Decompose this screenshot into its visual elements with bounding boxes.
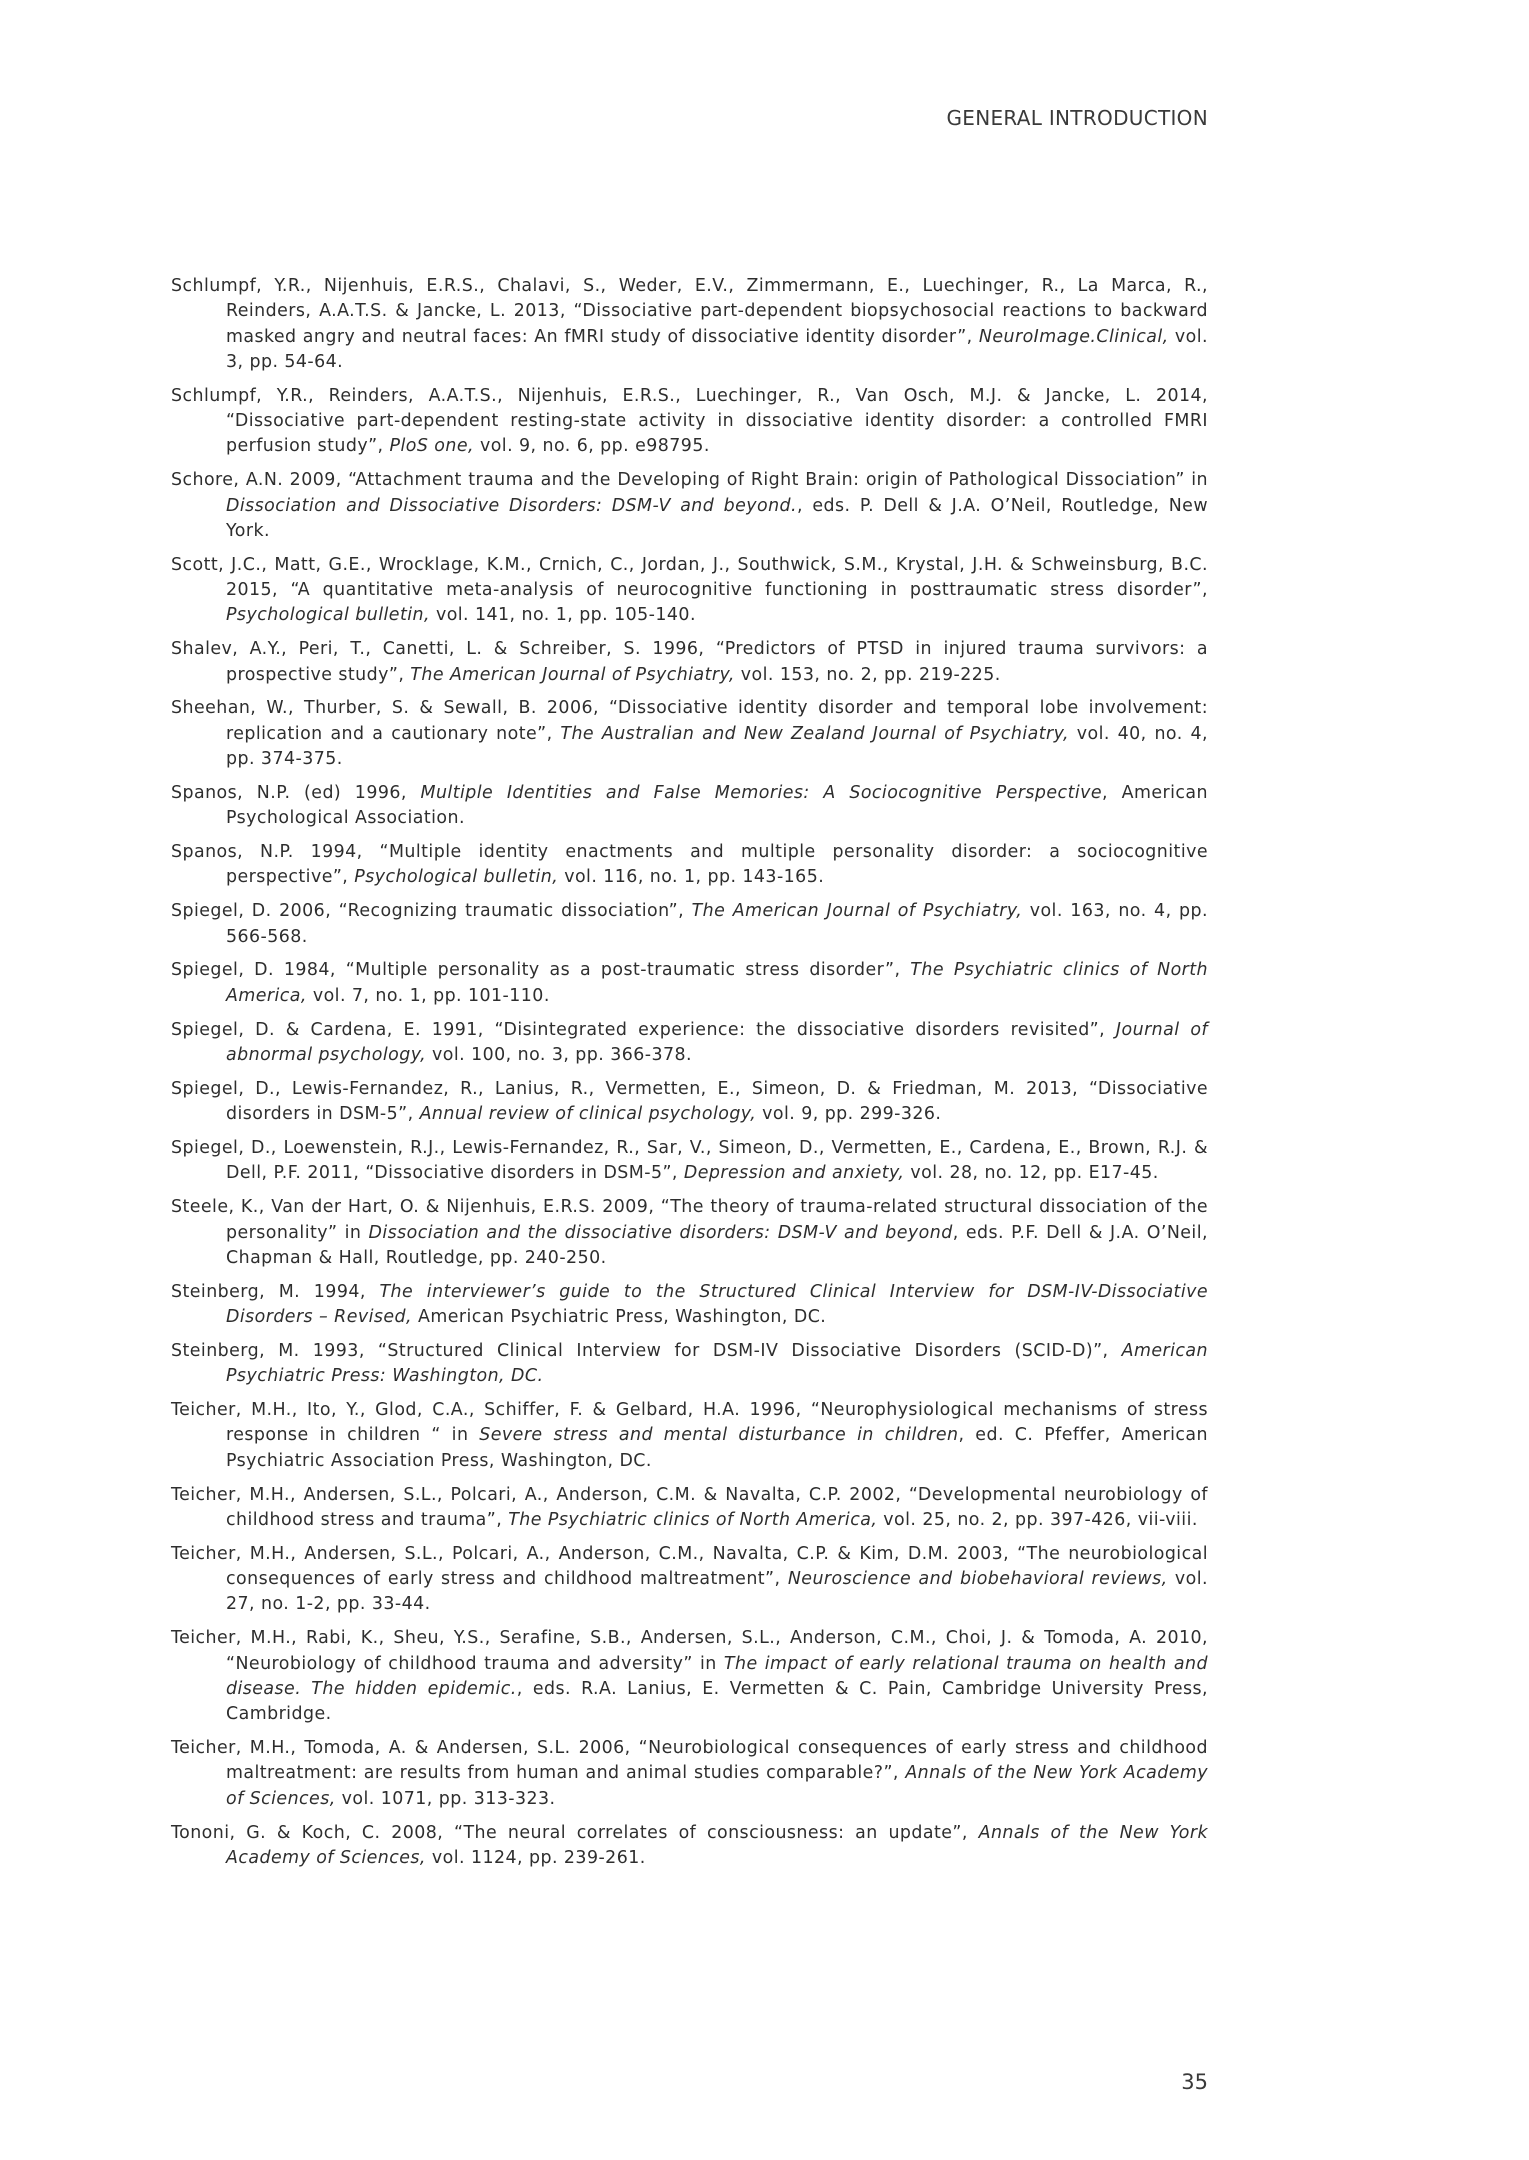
reference-details: vol. 9, pp. 299-326. (756, 1104, 942, 1125)
reference-entry (171, 1195, 1208, 1271)
reference-source: NeuroImage.Clinical, (978, 326, 1169, 347)
reference-source: Neuroscience and biobehavioral reviews, (787, 1569, 1168, 1590)
reference-details: vol. 100, no. 3, pp. 366-378. (426, 1044, 693, 1065)
reference-details: vol. 27, no. 1-2, pp. 33-44. (226, 1569, 1208, 1615)
reference-text: Teicher, M.H., Andersen, S.L., Polcari, A., Anderson, C.M. & Navalta, C.P. 2002, “Developmental neurobiology of childhood stress and trauma”, (171, 1484, 1208, 1530)
reference-source: PloS one, (389, 436, 474, 457)
reference-details: vol. 141, no. 1, pp. 105-140. (429, 605, 696, 626)
reference-details: vol. 25, no. 2, pp. 397-426, vii-viii. (877, 1509, 1198, 1530)
reference-text: Schore, A.N. 2009, “Attachment trauma and the Developing of Right Brain: origin of Pathological Dissociation” in (171, 470, 1208, 491)
reference-text: Schlumpf, Y.R., Reinders, A.A.T.S., Nijenhuis, E.R.S., Luechinger, R., Van Osch, M.J. & Jancke, L. 2014, “Dissociative part-dependent resting-state activity in dissociative identity disorder: a controlled FMRI perfusion study”, (171, 385, 1208, 457)
reference-details: vol. 40, no. 4, pp. 374-375. (226, 723, 1208, 770)
reference-text: Scott, J.C., Matt, G.E., Wrocklage, K.M., Crnich, C., Jordan, J., Southwick, S.M., Krystal, J.H. & Schweinsburg, B.C. 2015, “A quantitative meta-analysis of neurocognitive functioning in posttraumatic stress disorder”, (171, 554, 1208, 601)
reference-entry (171, 1018, 1208, 1069)
reference-source: Psychological bulletin, (354, 867, 559, 888)
reference-text: Teicher, M.H., Ito, Y., Glod, C.A., Schiffer, F. & Gelbard, H.A. 1996, “Neurophysiological mechanisms of stress response in children “ in (171, 1400, 1208, 1446)
reference-source: The Psychiatric clinics of North America, (508, 1509, 878, 1530)
reference-text: Spanos, N.P. (ed) 1996, (171, 782, 421, 803)
reference-source: The American Journal of Psychiatry, (691, 901, 1023, 922)
reference-source: Annals of the New York Academy of Sciences, (226, 1822, 1208, 1868)
reference-entry (171, 1483, 1208, 1534)
reference-text: Steele, K., Van der Hart, O. & Nijenhuis, E.R.S. 2009, “The theory of trauma-related structural dissociation of the personality” in (171, 1197, 1208, 1243)
reference-source: Severe stress and mental disturbance in children (479, 1425, 959, 1446)
reference-details: , eds. R.A. Lanius, E. Vermetten & C. Pain, Cambridge University Press, Cambridge. (226, 1678, 1208, 1725)
reference-entry (171, 1077, 1208, 1128)
reference-details: vol. 7, no. 1, pp. 101-110. (306, 985, 550, 1006)
reference-entry (171, 899, 1208, 950)
reference-details: , eds. P. Dell & J.A. O’Neil, Routledge, New York. (226, 495, 1208, 541)
reference-details: , American Psychological Association. (226, 782, 1208, 829)
reference-entry (171, 553, 1208, 629)
reference-details: vol. 28, no. 12, pp. E17-45. (904, 1163, 1159, 1184)
reference-source: Annual review of clinical psychology, (419, 1104, 757, 1125)
reference-entry (171, 696, 1208, 772)
reference-source: Dissociation and Dissociative Disorders: DSM-V and beyond. (226, 495, 798, 516)
reference-source: Depression and anxiety, (683, 1163, 905, 1184)
reference-source: The interviewer’s guide to the Structured Clinical Interview for DSM-IV-Dissociative Disorders – Revised, (226, 1281, 1208, 1327)
reference-source: The American Journal of Psychiatry, (410, 664, 735, 685)
reference-text: Tononi, G. & Koch, C. 2008, “The neural correlates of consciousness: an update”, (171, 1822, 979, 1843)
reference-text: Spiegel, D., Loewenstein, R.J., Lewis-Fernandez, R., Sar, V., Simeon, D., Vermetten, E., Cardena, E., Brown, R.J. & Dell, P.F. 2011, “Dissociative disorders in DSM-5”, (171, 1138, 1208, 1184)
reference-entry (171, 958, 1208, 1009)
reference-entry (171, 274, 1208, 375)
reference-source: Psychological bulletin, (226, 605, 430, 626)
reference-entry (171, 1339, 1208, 1390)
reference-entry (171, 1542, 1208, 1618)
reference-entry (171, 1626, 1208, 1727)
reference-details: vol. 116, no. 1, pp. 143-165. (558, 867, 825, 888)
reference-text: Spanos, N.P. 1994, “Multiple identity enactments and multiple personality disorder: a sociocognitive perspective”, (171, 842, 1208, 888)
reference-entry (171, 1398, 1208, 1474)
reference-source: Dissociation and the dissociative disorders: DSM-V and beyond (368, 1222, 953, 1243)
reference-text: Sheehan, W., Thurber, S. & Sewall, B. 2006, “Dissociative identity disorder and temporal lobe involvement: replication and a cautionary note”, (171, 698, 1208, 744)
reference-details: vol. 163, no. 4, pp. 566-568. (226, 901, 1209, 947)
reference-entry (171, 468, 1208, 544)
reference-source: Multiple Identities and False Memories: A Sociocognitive Perspective (420, 782, 1103, 803)
reference-source: Journal of abnormal psychology, (226, 1019, 1208, 1065)
reference-details: vol. 3, pp. 54-64. (226, 326, 1208, 372)
reference-details: , ed. C. Pfeffer, American Psychiatric Association Press, Washington, DC. (226, 1425, 1208, 1471)
reference-text: Teicher, M.H., Andersen, S.L., Polcari, A., Anderson, C.M., Navalta, C.P. & Kim, D.M. 2003, “The neurobiological consequences of early stress and childhood maltreatment”, (171, 1543, 1208, 1590)
reference-details: vol. 153, no. 2, pp. 219-225. (734, 664, 1001, 685)
reference-text: Shalev, A.Y., Peri, T., Canetti, L. & Schreiber, S. 1996, “Predictors of PTSD in injured trauma survivors: a prospective study”, (171, 639, 1208, 685)
reference-source: American Psychiatric Press: Washington, DC. (226, 1340, 1208, 1387)
reference-entry (171, 1280, 1208, 1331)
reference-details: vol. 9, no. 6, pp. e98795. (473, 436, 710, 457)
reference-source: The impact of early relational trauma on health and disease. The hidden epidemic. (226, 1653, 1208, 1699)
reference-list (171, 274, 1208, 1880)
reference-source: The Australian and New Zealand Journal of Psychiatry, (560, 723, 1069, 744)
reference-text: Steinberg, M. 1993, “Structured Clinical Interview for DSM-IV Dissociative Disorders (SCID-D)”, (171, 1340, 1122, 1361)
reference-details: vol. 1124, pp. 239-261. (425, 1847, 646, 1868)
reference-entry (171, 384, 1208, 460)
reference-text: Teicher, M.H., Tomoda, A. & Andersen, S.L. 2006, “Neurobiological consequences of early stress and childhood maltreatment: are results from human and animal studies comparable?”, (171, 1738, 1208, 1784)
reference-entry (171, 781, 1208, 832)
reference-entry (171, 840, 1208, 891)
reference-text: Spiegel, D. 1984, “Multiple personality as a post-traumatic stress disorder”, (171, 960, 911, 981)
reference-entry (171, 1736, 1208, 1812)
reference-text: Spiegel, D. 2006, “Recognizing traumatic dissociation”, (171, 901, 692, 922)
reference-text: Schlumpf, Y.R., Nijenhuis, E.R.S., Chalavi, S., Weder, E.V., Zimmermann, E., Luechinger, R., La Marca, R., Reinders, A.A.T.S. & Jancke, L. 2013, “Dissociative part-dependent biopsychosocial reactions to backward masked angry and neutral faces: An fMRI study of dissociative identity disorder”, (171, 276, 1208, 347)
reference-source: The Psychiatric clinics of North America, (226, 960, 1208, 1006)
reference-text: Spiegel, D. & Cardena, E. 1991, “Disintegrated experience: the dissociative disorders revisited”, (171, 1019, 1116, 1040)
reference-text: Spiegel, D., Lewis-Fernandez, R., Lanius, R., Vermetten, E., Simeon, D. & Friedman, M. 2013, “Dissociative disorders in DSM-5”, (171, 1078, 1208, 1125)
reference-text: Steinberg, M. 1994, (171, 1281, 380, 1302)
reference-source: Annals of the New York Academy of Sciences, (226, 1763, 1208, 1809)
reference-entry (171, 1136, 1208, 1187)
reference-details: vol. 1071, pp. 313-323. (335, 1788, 556, 1809)
reference-text: Teicher, M.H., Rabi, K., Sheu, Y.S., Serafine, S.B., Andersen, S.L., Anderson, C.M., Choi, J. & Tomoda, A. 2010, “Neurobiology of childhood trauma and adversity” in (171, 1628, 1208, 1674)
running-header: GENERAL INTRODUCTION (946, 106, 1208, 130)
reference-details: American Psychiatric Press, Washington, DC. (412, 1307, 827, 1327)
reference-entry (171, 637, 1208, 688)
reference-details: , eds. P.F. Dell & J.A. O’Neil, Chapman & Hall, Routledge, pp. 240-250. (226, 1222, 1208, 1268)
page-number: 35 (1181, 2070, 1208, 2094)
reference-entry (171, 1821, 1208, 1872)
